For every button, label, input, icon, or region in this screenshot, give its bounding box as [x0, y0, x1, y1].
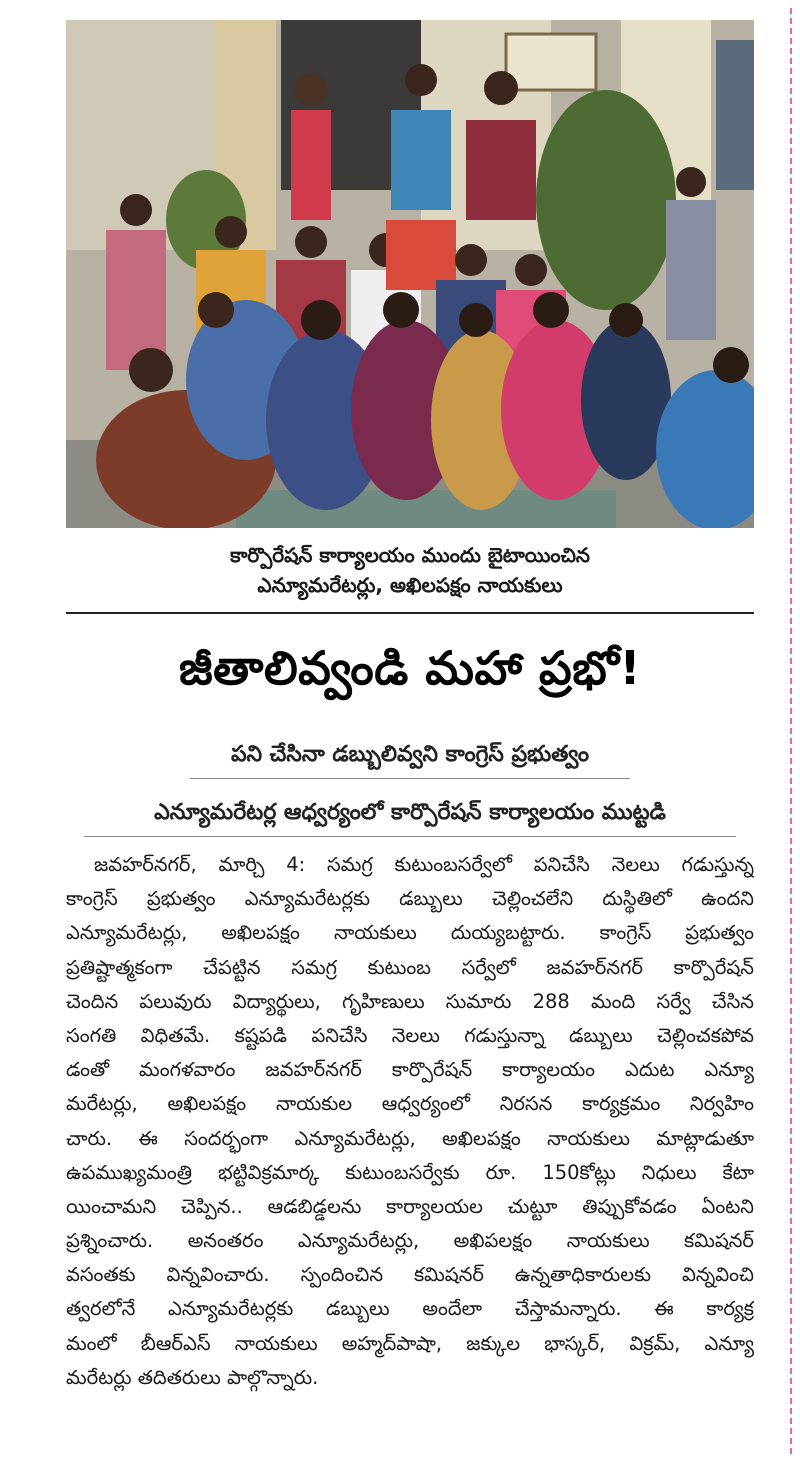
- subheading-first-rule: [190, 778, 630, 779]
- article-line: ప్రతిష్టాత్మకంగా చేపట్టిన సమగ్ర కుటుంబ సర్వేలో జవహర్‌నగర్ కార్పొరేషన్: [66, 955, 754, 979]
- article-line: త్వరలోనే ఎన్యూమరేటర్లకు డబ్బులు అందేలా చేస్తామన్నారు. ఈ కార్యక్ర: [66, 1297, 754, 1321]
- article-body: [66, 848, 754, 1395]
- photo-caption: [66, 540, 754, 600]
- article-line: యించామని చెప్పిన.. ఆడబిడ్డలను కార్యాలయల చుట్టూ తిప్పుకోవడం ఏంటని: [66, 1194, 754, 1218]
- article-line: చారు. ఈ సందర్భంగా ఎన్యూమరేటర్లు, అఖిలపక్షం నాయకులు మాట్లాడుతూ: [66, 1126, 754, 1150]
- article-line: చెందిన పలువురు విద్యార్థులు, గృహిణులు సుమారు 288 మంది సర్వే చేసిన: [66, 989, 754, 1013]
- photo-protest-group-icon: [66, 20, 754, 528]
- article-line: వసంతకు విన్నవించారు. స్పందించిన కమిషనర్ ఉన్నతాధికారులకు విన్నవించి: [66, 1263, 754, 1287]
- subheading-second-rule: [84, 836, 736, 837]
- news-photo: [66, 20, 754, 528]
- article-line: సంగతి విధితమే. కష్టపడి పనిచేసి నెలలు గడుస్తున్నా డబ్బులు చెల్లించకపోవ: [66, 1023, 754, 1047]
- caption-line-2: ఎన్యూమరేటర్లు, అఖిలపక్షం నాయకులు: [257, 573, 563, 597]
- article-line: ఎన్యూమరేటర్లు, అఖిలపక్షం నాయకులు దుయ్యబట్టారు. కాంగ్రెస్ ప్రభుత్వం: [66, 921, 754, 945]
- article-line: మరేటర్లు తదితరులు పాల్గొన్నారు.: [66, 1365, 319, 1389]
- article-line: మంలో బీఆర్ఎస్ నాయకులు అహ్మద్‌పాషా, జక్కుల భాస్కర్, విక్రమ్, ఎన్యూ: [66, 1331, 754, 1355]
- article-line: డంతో మంగళవారం జవహర్‌నగర్ కార్పొరేషన్ కార్యాలయం ఎదుట ఎన్యూ: [66, 1058, 754, 1082]
- subheading-first: పని చేసినా డబ్బులివ్వని కాంగ్రెస్ ప్రభుత్వం: [230, 742, 590, 767]
- article-line: మరేటర్లు, అఖిలపక్షం నాయకుల ఆధ్వర్యంలో నిరసన కార్యక్రమం నిర్వహిం: [66, 1092, 754, 1116]
- article-line: ప్రశ్నించారు. అనంతరం ఎన్యూమరేటర్లు, అఖిపలక్షం నాయకులు కమిషనర్: [66, 1229, 754, 1253]
- article-line: కాంగ్రెస్ ప్రభుత్వం ఎన్యూమరేటర్లకు డబ్బులు చెల్లించలేని దుస్థితిలో ఉందని: [66, 887, 754, 911]
- headline: జీతాలివ్వండి మహా ప్రభో!: [179, 641, 641, 695]
- subheading-second: ఎన్యూమరేటర్ల ఆధ్వర్యంలో కార్పొరేషన్ కార్యాలయం ముట్టడి: [154, 800, 666, 825]
- article-line: ఉపముఖ్యమంత్రి భట్టివిక్రమార్క కుటుంబసర్వేకు రూ. 150కోట్లు నిధులు కేటా: [66, 1160, 754, 1184]
- divider-rule: [66, 612, 754, 614]
- caption-line-1: కార్పొరేషన్ కార్యాలయం ముందు బైటాయించిన: [230, 543, 590, 567]
- article-line: జవహర్‌నగర్, మార్చి 4: సమగ్ర కుటుంబసర్వేలో పనిచేసి నెలలు గడుస్తున్న: [94, 853, 754, 876]
- decorative-dashed-border: [790, 8, 792, 1454]
